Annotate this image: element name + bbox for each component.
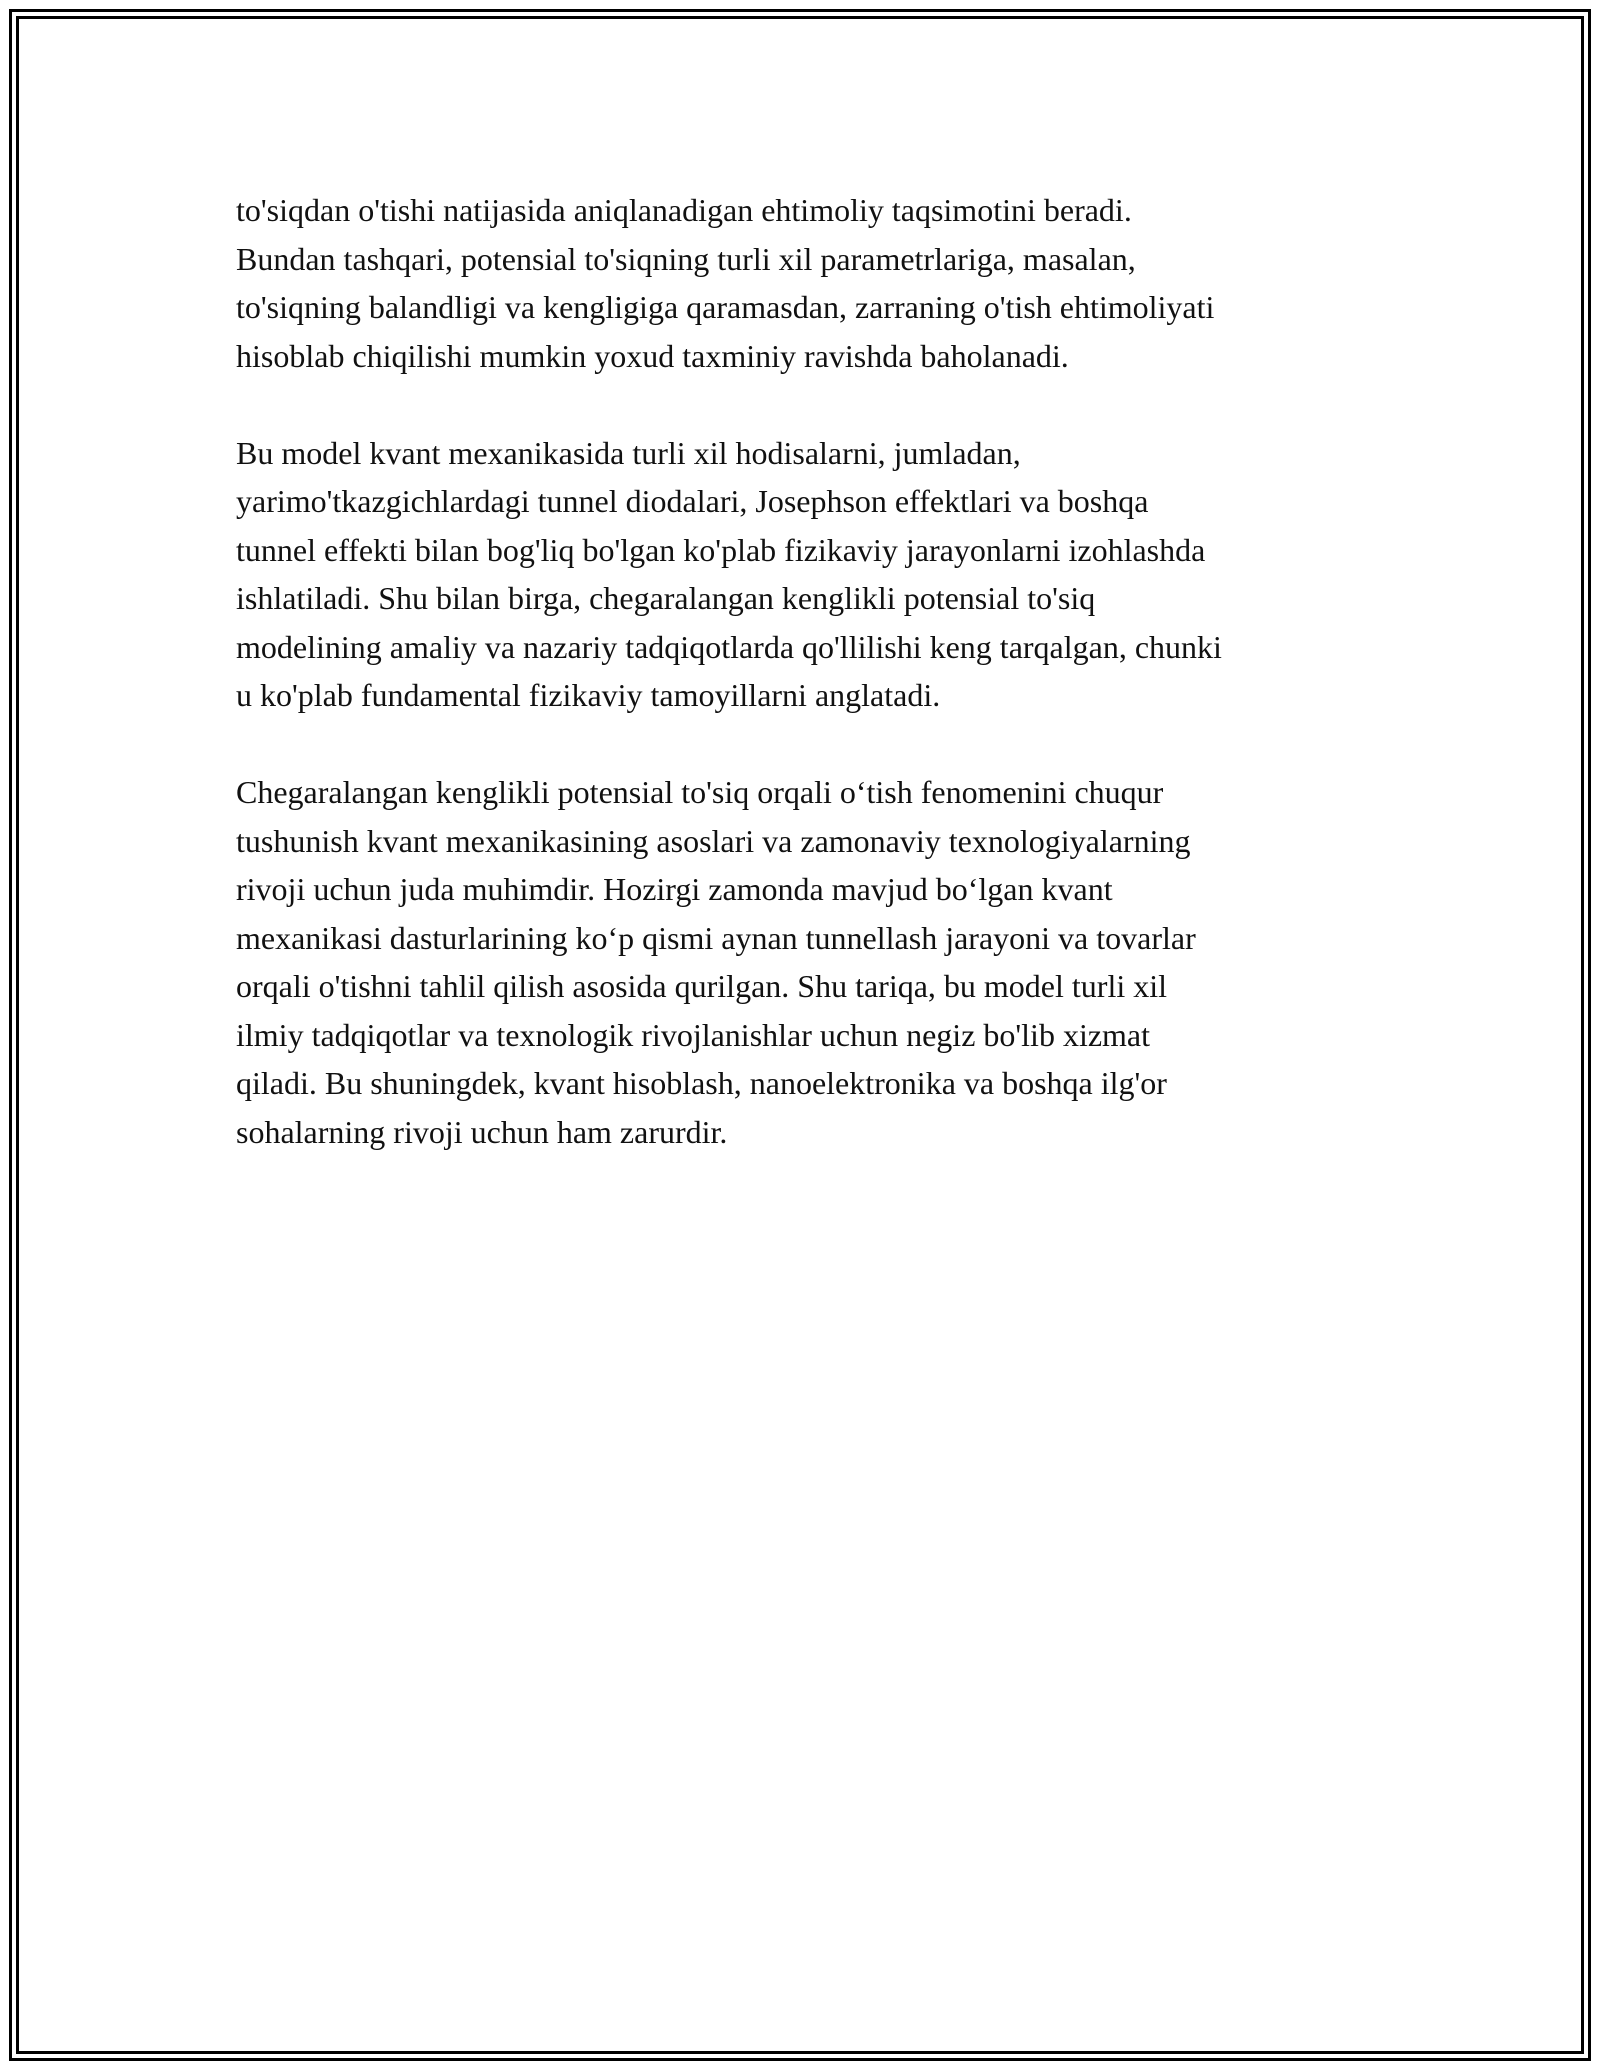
text-line: sohalarning rivoji uchun ham zarurdir. <box>236 1113 728 1150</box>
text-line: Bu model kvant mexanikasida turli xil hodisalarni, jumladan, <box>236 434 1021 471</box>
text-line: Chegaralangan kenglikli potensial to'siq orqali o‘tish fenomenini chuqur <box>236 774 1164 810</box>
text-line: yarimo'tkazgichlardagi tunnel diodalari, Josephson effektlari va boshqa <box>236 483 1149 519</box>
text-line: hisoblab chiqilishi mumkin yoxud taxminiy ravishda baholanadi. <box>236 337 1069 374</box>
text-line: Bundan tashqari, potensial to'siqning turli xil parametrlariga, masalan, <box>236 240 1136 277</box>
text-line: ishlatiladi. Shu bilan birga, chegaralangan kenglikli potensial to'siq <box>236 580 1096 616</box>
text-line: modelining amaliy va nazariy tadqiqotlarda qo'llilishi keng tarqalgan, chunki <box>236 628 1222 665</box>
text-line: qiladi. Bu shuningdek, kvant hisoblash, nanoelektronika va boshqa ilg'or <box>236 1065 1167 1101</box>
text-line: tunnel effekti bilan bog'liq bo'lgan ko'plab fizikaviy jarayonlarni izohlashda <box>236 531 1206 568</box>
text-line: rivoji uchun juda muhimdir. Hozirgi zamonda mavjud bo‘lgan kvant <box>236 871 1113 907</box>
text-line: tushunish kvant mexanikasining asoslari va zamonaviy texnologiyalarning <box>236 822 1191 859</box>
text-line: ilmiy tadqiqotlar va texnologik rivojlanishlar uchun negiz bo'lib xizmat <box>236 1016 1151 1053</box>
text-line: u ko'plab fundamental fizikaviy tamoyillarni anglatadi. <box>236 677 941 713</box>
paragraph-1 <box>236 186 1396 380</box>
text-line: orqali o'tishni tahlil qilish asosida qurilgan. Shu tariqa, bu model turli xil <box>236 968 1167 1004</box>
text-line: to'siqdan o'tishi natijasida aniqlanadigan ehtimoliy taqsimotini beradi. <box>236 192 1132 228</box>
paragraph-3 <box>236 768 1396 1156</box>
document-body <box>236 186 1396 1205</box>
text-line: to'siqning balandligi va kengligiga qaramasdan, zarraning o'tish ehtimoliyati <box>236 289 1215 325</box>
text-line: mexanikasi dasturlarining ko‘p qismi aynan tunnellash jarayoni va tovarlar <box>236 919 1196 956</box>
paragraph-2 <box>236 429 1396 720</box>
